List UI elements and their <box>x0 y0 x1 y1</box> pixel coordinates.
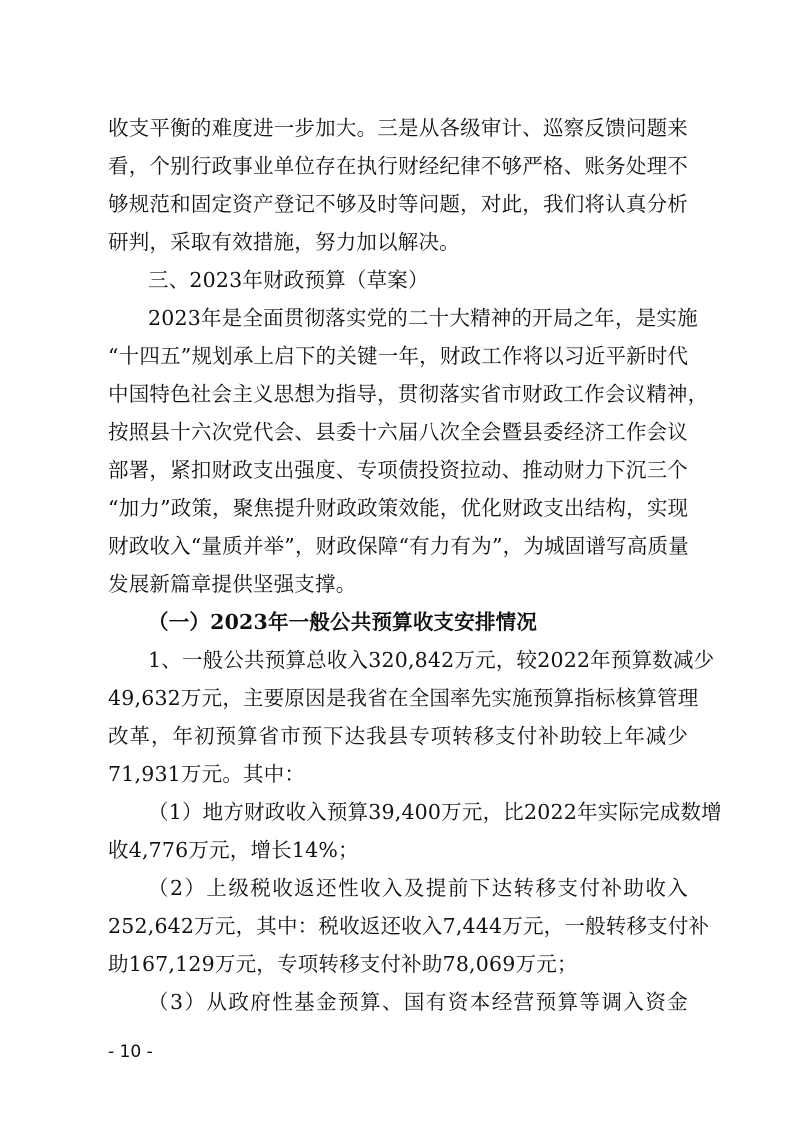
body-line: （3）从政府性基金预算、国有资本经营预算等调入资金 <box>148 990 688 1014</box>
body-line: 助167,129万元，专项转移支付补助78,069万元； <box>108 952 578 976</box>
body-line: 收支平衡的难度进一步加大。三是从各级审计、巡察反馈问题来 <box>108 116 688 140</box>
body-line: （1）地方财政收入预算39,400万元，比2022年实际完成数增 <box>148 800 722 824</box>
body-line: 49,632万元，主要原因是我省在全国率先实施预算指标核算管理 <box>108 686 699 710</box>
section-heading: 三、2023年财政预算（草案） <box>148 268 429 292</box>
body-line: 按照县十六次党代会、县委十六届八次全会暨县委经济工作会议 <box>108 420 688 444</box>
body-line: 看，个别行政事业单位存在执行财经纪律不够严格、账务处理不 <box>108 154 688 178</box>
body-line: （2）上级税收返还性收入及提前下达转移支付补助收入 <box>148 876 688 900</box>
body-line: 中国特色社会主义思想为指导，贯彻落实省市财政工作会议精神， <box>108 382 709 406</box>
body-line: 财政收入“量质并举”，财政保障“有力有为”，为城固谱写高质量 <box>108 534 689 558</box>
page-number: - 10 - <box>108 1042 153 1062</box>
body-line: “十四五”规划承上启下的关键一年，财政工作将以习近平新时代 <box>108 344 689 368</box>
subsection-heading: （一）2023年一般公共预算收支安排情况 <box>148 610 538 634</box>
body-line: 改革，年初预算省市预下达我县专项转移支付补助较上年减少 <box>108 724 688 748</box>
body-line: 71,931万元。其中： <box>108 762 306 786</box>
body-line: 够规范和固定资产登记不够及时等问题，对此，我们将认真分析 <box>108 192 688 216</box>
body-line: “加力”政策，聚焦提升财政政策效能，优化财政支出结构，实现 <box>108 496 689 520</box>
body-line: 研判，采取有效措施，努力加以解决。 <box>108 230 460 254</box>
body-line: 收4,776万元，增长14%； <box>108 838 359 862</box>
body-line: 2023年是全面贯彻落实党的二十大精神的开局之年，是实施 <box>148 306 698 330</box>
body-line: 发展新篇章提供坚强支撑。 <box>108 572 357 596</box>
body-line: 1、一般公共预算总收入320,842万元，较2022年预算数减少 <box>148 648 715 672</box>
body-line: 252,642万元，其中：税收返还收入7,444万元，一般转移支付补 <box>108 914 710 938</box>
body-line: 部署，紧扣财政支出强度、专项债投资拉动、推动财力下沉三个 <box>108 458 688 482</box>
